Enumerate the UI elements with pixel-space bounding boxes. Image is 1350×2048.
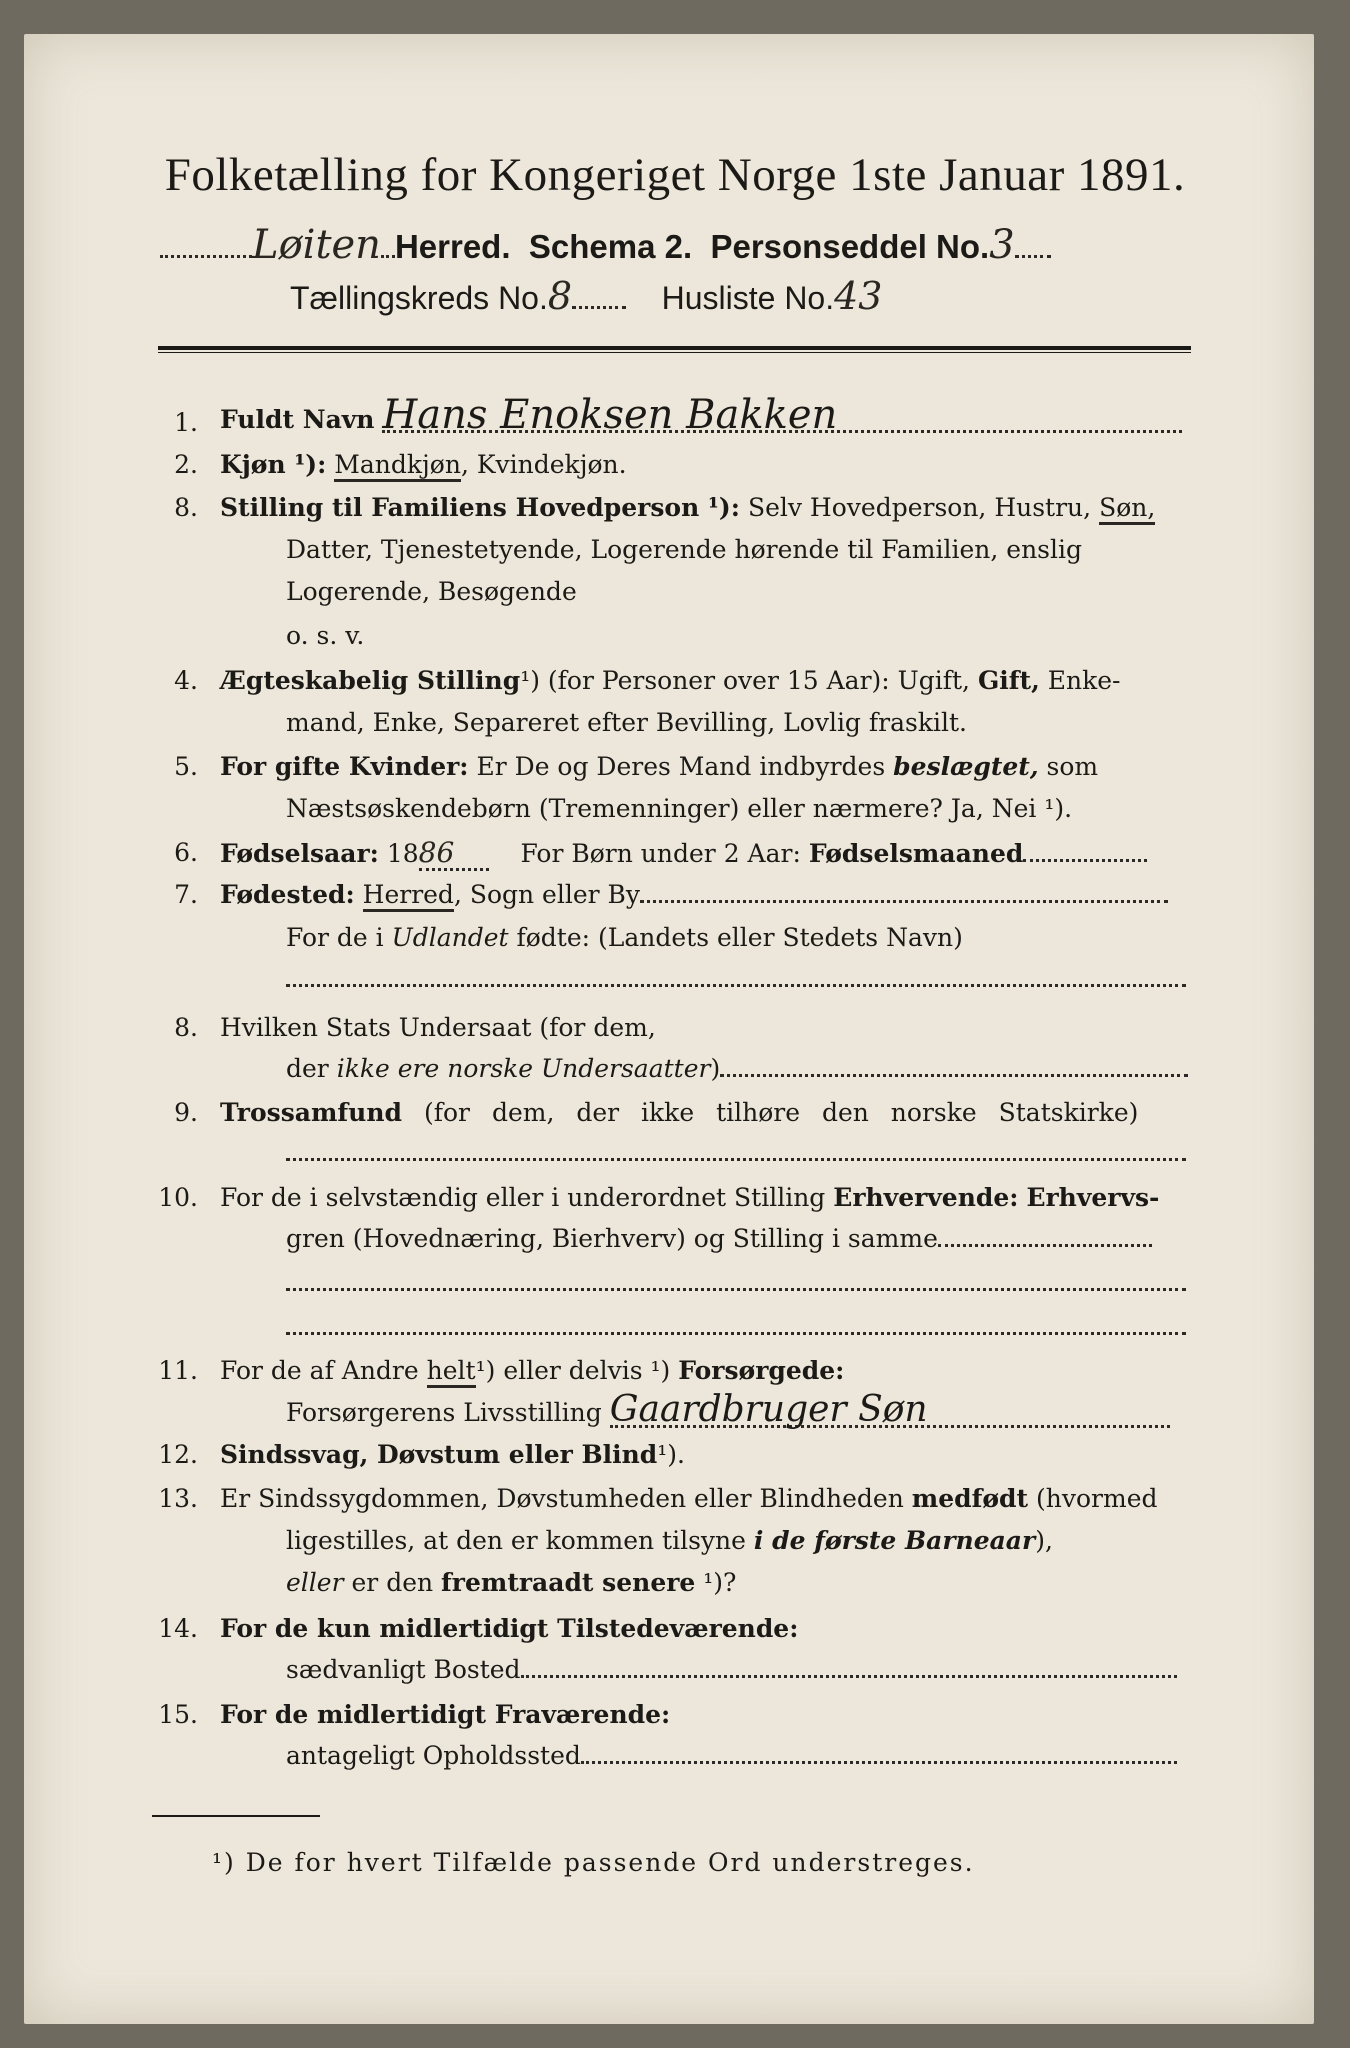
item-3-line-4: o. s. v.: [286, 621, 365, 650]
personseddel-value: 3: [989, 222, 1015, 268]
sex-selected: Mandkjøn: [334, 450, 461, 482]
footnote: ¹) De for hvert Tilfælde passende Ord understreges.: [212, 1848, 975, 1877]
item-4-marital-status: Ægteskabelig Stilling¹) (for Personer over 15 Aar): Ugift, Gift, Enke-: [220, 666, 1121, 695]
personseddel-label: Personseddel No.: [710, 228, 990, 265]
birth-year-value: 86: [419, 838, 489, 871]
item-15-temporarily-absent: For de midlertidigt Fraværende:: [220, 1700, 671, 1729]
item-6-number: 6.: [174, 838, 198, 867]
item-13-number: 13.: [158, 1484, 198, 1513]
husliste-value: 43: [834, 274, 883, 318]
item-6-birth-year: Fødselsaar: 1886 For Børn under 2 Aar: Fødselsmaaned: [220, 838, 1147, 871]
item-10-line-2: gren (Hovednæring, Bierhverv) og Stilling i samme: [286, 1224, 1152, 1254]
item-14-number: 14.: [158, 1614, 198, 1643]
kreds-value: 8: [547, 274, 573, 318]
item-2-sex: Kjøn ¹): Mandkjøn, Kvindekjøn.: [220, 450, 627, 480]
item-8-number: 8.: [174, 1013, 198, 1042]
husliste-label: Husliste No.: [661, 280, 835, 316]
item-4-number: 4.: [174, 666, 198, 695]
item-11-line-2: Forsørgerens Livsstilling Gaardbruger Søn: [286, 1395, 1170, 1428]
herred-value: Løiten: [252, 222, 381, 268]
item-10-number: 10.: [158, 1183, 198, 1212]
item-5-married-women: For gifte Kvinder: Er De og Deres Mand indbyrdes beslægtet, som: [220, 752, 1099, 781]
item-5-number: 5.: [174, 752, 198, 781]
item-13-disability-origin: Er Sindssygdommen, Døvstumheden eller Blindheden medfødt (hvormed: [220, 1484, 1158, 1513]
family-position-selected: Søn,: [1099, 493, 1155, 525]
item-3-line-3: Logerende, Besøgende: [286, 577, 577, 606]
item-1-number: 1.: [174, 408, 198, 437]
item-9-religion: Trossamfund (for dem, der ikke tilhøre den norske Statskirke): [220, 1098, 1139, 1127]
item-5-line-2: Næstsøskendebørn (Tremenninger) eller nærmere? Ja, Nei ¹).: [286, 794, 1073, 823]
item-12-disability: Sindssvag, Døvstum eller Blind¹).: [220, 1440, 686, 1469]
item-11-supported: For de af Andre helt¹) eller delvis ¹) Forsørgede:: [220, 1356, 844, 1386]
item-12-number: 12.: [158, 1440, 198, 1469]
item-9-number: 9.: [174, 1098, 198, 1127]
item-14-line-2: sædvanligt Bosted: [286, 1655, 1177, 1685]
supported-selected: helt: [427, 1356, 476, 1388]
full-name-value: Hans Enoksen Bakken: [382, 400, 1182, 433]
item-3-family-position: Stilling til Familiens Hovedperson ¹): Selv Hovedperson, Hustru, Søn,: [220, 493, 1155, 523]
item-8-citizenship: Hvilken Stats Undersaat (for dem,: [220, 1013, 656, 1042]
item-7-line-2: For de i Udlandet fødte: (Landets eller Stedets Navn): [286, 923, 963, 952]
schema-label: Schema 2.: [528, 228, 693, 265]
header-herred-row: [160, 222, 1190, 268]
item-8-line-2: der ikke ere norske Undersaatter): [286, 1054, 1188, 1084]
footnote-rule: [152, 1815, 320, 1817]
item-3-line-2: Datter, Tjenestetyende, Logerende hørende til Familien, enslig: [286, 535, 1083, 564]
herred-label: Herred.: [394, 228, 511, 265]
item-2-number: 2.: [174, 450, 198, 479]
header-kreds-row: [290, 274, 1090, 318]
item-15-line-2: antageligt Opholdssted: [286, 1741, 1177, 1771]
item-10-occupation: For de i selvstændig eller i underordnet Stilling Erhvervende: Erhvervs-: [220, 1183, 1160, 1212]
header-rule-thin: [158, 352, 1191, 353]
item-10-blank-line-1: [286, 1288, 1186, 1291]
item-13-line-3: eller er den fremtraadt senere ¹)?: [286, 1568, 737, 1597]
item-10-blank-line-2: [286, 1332, 1186, 1335]
item-7-blank-line: [286, 984, 1186, 987]
item-1-full-name: Fuldt Navn Hans Enoksen Bakken: [220, 400, 1182, 435]
kreds-label: Tællingskreds No.: [290, 280, 548, 316]
supporter-occupation-value: Gaardbruger Søn: [610, 1395, 1170, 1428]
item-3-number: 8.: [174, 493, 198, 522]
item-9-blank-line: [286, 1158, 1186, 1161]
item-4-line-2: mand, Enke, Separeret efter Bevilling, Lovlig fraskilt.: [286, 708, 967, 737]
item-14-temporarily-present: For de kun midlertidigt Tilstedeværende:: [220, 1614, 799, 1643]
page-title: Folketælling for Kongeriget Norge 1ste Januar 1891.: [164, 149, 1186, 201]
birthplace-selected: Herred: [363, 880, 454, 912]
item-7-birthplace: Fødested: Herred, Sogn eller By: [220, 880, 1168, 910]
header-rule: [158, 346, 1191, 350]
item-11-number: 11.: [158, 1356, 198, 1385]
item-7-number: 7.: [174, 880, 198, 909]
item-13-line-2: ligestilles, at den er kommen tilsyne i de første Barneaar),: [286, 1526, 1053, 1555]
item-15-number: 15.: [158, 1700, 198, 1729]
